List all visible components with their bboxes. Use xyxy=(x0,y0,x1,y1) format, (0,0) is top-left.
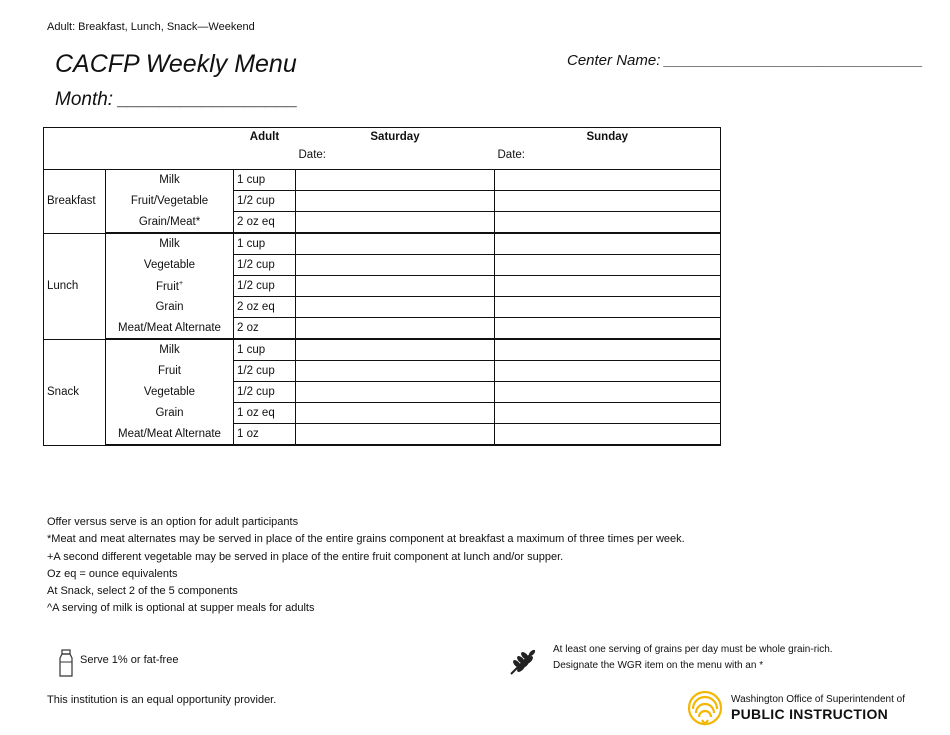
menu-entry-sunday[interactable] xyxy=(495,255,721,276)
center-name-field: Center Name: _______________________________ xyxy=(567,52,924,69)
table-header-row xyxy=(44,128,721,170)
component-cell xyxy=(106,233,234,255)
day-header-sunday: Sunday xyxy=(586,131,629,143)
serving-amount: 1 cup xyxy=(234,233,296,255)
table-row xyxy=(44,297,721,318)
component-label: Vegetable xyxy=(143,386,196,398)
menu-entry-saturday[interactable] xyxy=(296,297,495,318)
logo-line-1: Washington Office of Superintendent of xyxy=(731,694,905,705)
serving-amount: 1/2 cup xyxy=(234,382,296,403)
menu-entry-sunday[interactable] xyxy=(495,212,721,234)
note-line: At Snack, select 2 of the 5 components xyxy=(47,585,238,598)
document-subtitle: Adult: Breakfast, Lunch, Snack—Weekend xyxy=(47,21,255,33)
component-label: Fruit/Vegetable xyxy=(130,195,209,207)
milk-carton-icon xyxy=(59,649,73,682)
component-cell xyxy=(106,318,234,340)
component-cell xyxy=(106,297,234,318)
serving-amount: 1/2 cup xyxy=(234,255,296,276)
day-header-saturday: Saturday xyxy=(370,131,420,143)
table-row xyxy=(44,361,721,382)
table-row xyxy=(44,170,721,191)
menu-entry-saturday[interactable] xyxy=(296,233,495,255)
component-label: Milk xyxy=(159,174,180,187)
date-label-saturday: Date: xyxy=(298,149,326,161)
equal-opportunity-statement: This institution is an equal opportunity provider. xyxy=(47,694,277,706)
component-label: Fruit xyxy=(155,280,179,293)
note-line: ^A serving of milk is optional at supper meals for adults xyxy=(47,602,315,615)
serving-amount: 1 cup xyxy=(234,339,296,361)
meal-label-breakfast: Breakfast xyxy=(44,170,106,234)
serving-amount: 1 oz eq xyxy=(234,403,296,424)
group-label: Adult xyxy=(249,131,280,143)
component-cell xyxy=(106,339,234,361)
component-cell xyxy=(106,255,234,276)
component-cell xyxy=(106,403,234,424)
serving-amount: 1 oz xyxy=(234,424,296,446)
component-label: Vegetable xyxy=(143,259,196,271)
meal-label-snack: Snack xyxy=(44,339,106,445)
component-cell xyxy=(106,212,234,234)
month-field: Month: _________________ xyxy=(55,89,299,110)
date-label-sunday: Date: xyxy=(497,149,525,161)
whole-grain-note xyxy=(553,642,833,674)
table-row xyxy=(44,255,721,276)
meal-label-lunch: Lunch xyxy=(44,233,106,339)
menu-entry-saturday[interactable] xyxy=(296,170,495,191)
menu-entry-sunday[interactable] xyxy=(495,170,721,191)
table-row xyxy=(44,382,721,403)
page-title: CACFP Weekly Menu xyxy=(55,50,297,78)
serving-amount: 2 oz eq xyxy=(234,297,296,318)
serving-amount: 2 oz eq xyxy=(234,212,296,234)
menu-entry-saturday[interactable] xyxy=(296,382,495,403)
notes-section xyxy=(47,514,685,618)
milk-note: Serve 1% or fat-free xyxy=(80,654,179,666)
note-line: *Meat and meat alternates may be served in place of the entire grains component at breakfast a maximum of three times per week. xyxy=(47,533,685,546)
component-cell xyxy=(106,276,234,297)
weekly-menu-table xyxy=(43,127,721,446)
component-label: Grain/Meat* xyxy=(138,215,201,228)
logo-line-2: PUBLIC INSTRUCTION xyxy=(731,706,889,722)
note-line: Offer versus serve is an option for adult participants xyxy=(47,516,299,528)
ospi-sun-logo xyxy=(686,689,724,732)
menu-entry-sunday[interactable] xyxy=(495,297,721,318)
serving-amount: 1 cup xyxy=(234,170,296,191)
table-row xyxy=(44,233,721,255)
component-label: Grain xyxy=(155,407,184,419)
component-cell xyxy=(106,382,234,403)
menu-entry-sunday[interactable] xyxy=(495,233,721,255)
serving-amount: 1/2 cup xyxy=(234,191,296,212)
table-row xyxy=(44,318,721,340)
note-line: Oz eq = ounce equivalents xyxy=(47,567,178,580)
component-label: Fruit xyxy=(158,365,181,377)
component-cell xyxy=(106,361,234,382)
menu-entry-saturday[interactable] xyxy=(296,339,495,361)
component-cell xyxy=(106,424,234,446)
component-label: Grain xyxy=(155,301,184,313)
grain-note-line-2: Designate the WGR item on the menu with an * xyxy=(553,660,764,671)
menu-entry-sunday[interactable] xyxy=(495,276,721,297)
wheat-grain-icon xyxy=(508,647,538,682)
grain-note-line-1: At least one serving of grains per day must be whole grain-rich. xyxy=(553,644,833,655)
menu-entry-sunday[interactable] xyxy=(495,424,721,446)
menu-entry-saturday[interactable] xyxy=(296,212,495,234)
menu-entry-sunday[interactable] xyxy=(495,382,721,403)
component-label: Milk xyxy=(159,238,180,251)
menu-entry-saturday[interactable] xyxy=(296,318,495,340)
table-row xyxy=(44,276,721,297)
menu-entry-sunday[interactable] xyxy=(495,361,721,382)
table-row xyxy=(44,403,721,424)
menu-entry-saturday[interactable] xyxy=(296,276,495,297)
serving-amount: 2 oz xyxy=(234,318,296,340)
table-row xyxy=(44,191,721,212)
menu-entry-saturday[interactable] xyxy=(296,403,495,424)
component-label: Meat/Meat Alternate xyxy=(118,321,221,334)
note-line: +A second different vegetable may be served in place of the entire fruit component at lunch and/or supper. xyxy=(47,550,564,563)
menu-entry-saturday[interactable] xyxy=(296,255,495,276)
menu-entry-sunday[interactable] xyxy=(495,191,721,212)
menu-entry-sunday[interactable] xyxy=(495,318,721,340)
menu-entry-sunday[interactable] xyxy=(495,403,721,424)
serving-amount: 1/2 cup xyxy=(234,361,296,382)
menu-entry-sunday[interactable] xyxy=(495,339,721,361)
component-footnote-mark: + xyxy=(178,279,184,287)
menu-entry-saturday[interactable] xyxy=(296,191,495,212)
menu-entry-saturday[interactable] xyxy=(296,424,495,446)
table-row xyxy=(44,424,721,446)
table-row xyxy=(44,212,721,234)
ospi-logo-text xyxy=(731,694,905,722)
component-label: Meat/Meat Alternate xyxy=(118,427,221,440)
component-label: Milk xyxy=(159,344,180,357)
menu-entry-saturday[interactable] xyxy=(296,361,495,382)
component-cell xyxy=(106,191,234,212)
table-row xyxy=(44,339,721,361)
component-cell xyxy=(106,170,234,191)
serving-amount: 1/2 cup xyxy=(234,276,296,297)
